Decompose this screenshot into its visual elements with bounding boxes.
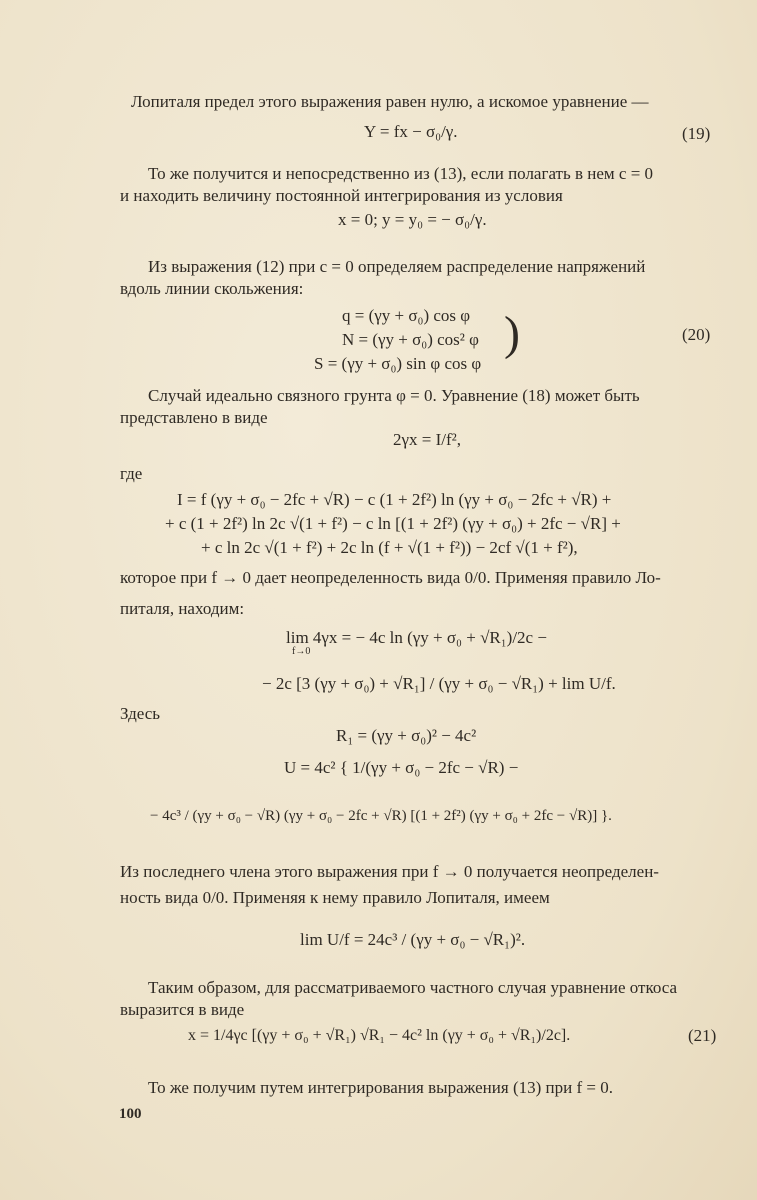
- equation-number: (19): [682, 124, 711, 143]
- text-line: и находить величину постоянной интегрирования из условия: [120, 186, 563, 205]
- limit-U-equation: lim U/f = 24c³ / (γy + σ₀ − √R₁)².: [300, 930, 526, 949]
- text-line: где: [120, 464, 143, 483]
- equation-21: x = 1/4γc [(γy + σ₀ + √R₁) √R₁ − 4c² ln (γy + σ₀ + √R₁)/2c].: [188, 1027, 571, 1044]
- text-line: То же получим путем интегрирования выражения (13) при f = 0.: [148, 1078, 613, 1097]
- text-line: вдоль линии скольжения:: [120, 279, 304, 298]
- text-line: То же получится и непосредственно из (13), если полагать в нем c = 0: [148, 164, 654, 183]
- limit-equation-1: lim 4γx = − 4c ln (γy + σ₀ + √R₁)/2c −: [286, 628, 547, 647]
- condition-equation: x = 0; y = y₀ = − σ₀/γ.: [338, 210, 487, 229]
- equation-I-line2: + c (1 + 2f²) ln 2c √(1 + f²) − c ln [(1 + 2f²) (γy + σ₀) + 2fc − √R] +: [165, 514, 621, 533]
- equation-19-text: Y = fx − σ₀/γ.: [364, 122, 458, 141]
- equation-2gx: 2γx = I/f²,: [393, 430, 461, 449]
- text-line: представлено в виде: [120, 408, 268, 427]
- limit-equation-2: − 2c [3 (γy + σ₀) + √R₁] / (γy + σ₀ − √R₁) + lim U/f.: [262, 674, 616, 693]
- limit-subscript: f→0: [292, 646, 311, 657]
- equation-U-line2: − 4c³ / (γy + σ₀ − √R) (γy + σ₀ − 2fc + √R) [(1 + 2f²) (γy + σ₀ + 2fc − √R)] }.: [150, 808, 612, 824]
- right-brace: ): [504, 307, 520, 360]
- equation-U-line1: U = 4c² { 1/(γy + σ₀ − 2fc − √R) −: [284, 758, 519, 777]
- text-line: Из последнего члена этого выражения при f → 0 получается неопределен-: [120, 862, 659, 881]
- text-line: выразится в виде: [120, 1000, 245, 1019]
- text-line: Лопиталя предел этого выражения равен нулю, а искомое уравнение —: [131, 92, 649, 111]
- equation-R1: R₁ = (γy + σ₀)² − 4c²: [336, 726, 477, 745]
- text-line: питаля, находим:: [120, 599, 245, 618]
- text-line: ность вида 0/0. Применяя к нему правило Лопиталя, имеем: [120, 888, 550, 907]
- text-line: Случай идеально связного грунта φ = 0. Уравнение (18) может быть: [148, 386, 640, 405]
- equation-I-line1: I = f (γy + σ₀ − 2fc + √R) − c (1 + 2f²) ln (γy + σ₀ − 2fc + √R) +: [177, 490, 612, 509]
- text-line: которое при f → 0 дает неопределенность вида 0/0. Применяя правило Ло-: [120, 568, 661, 587]
- text-line: Таким образом, для рассматриваемого частного случая уравнение откоса: [148, 978, 678, 997]
- equation-number: (21): [688, 1026, 717, 1045]
- equation-19: [364, 122, 458, 142]
- equation-I-line3: + c ln 2c √(1 + f²) + 2c ln (f + √(1 + f²)) − 2cf √(1 + f²),: [201, 538, 578, 557]
- page-number: 100: [119, 1106, 142, 1122]
- equation-number: (20): [682, 325, 711, 344]
- text-line: Из выражения (12) при c = 0 определяем распределение напряжений: [148, 257, 646, 276]
- equation-20c: S = (γy + σ₀) sin φ cos φ: [314, 354, 482, 373]
- equation-20a: q = (γy + σ₀) cos φ: [342, 306, 471, 325]
- equation-20b: N = (γy + σ₀) cos² φ: [342, 330, 479, 349]
- text-line: Здесь: [120, 704, 161, 723]
